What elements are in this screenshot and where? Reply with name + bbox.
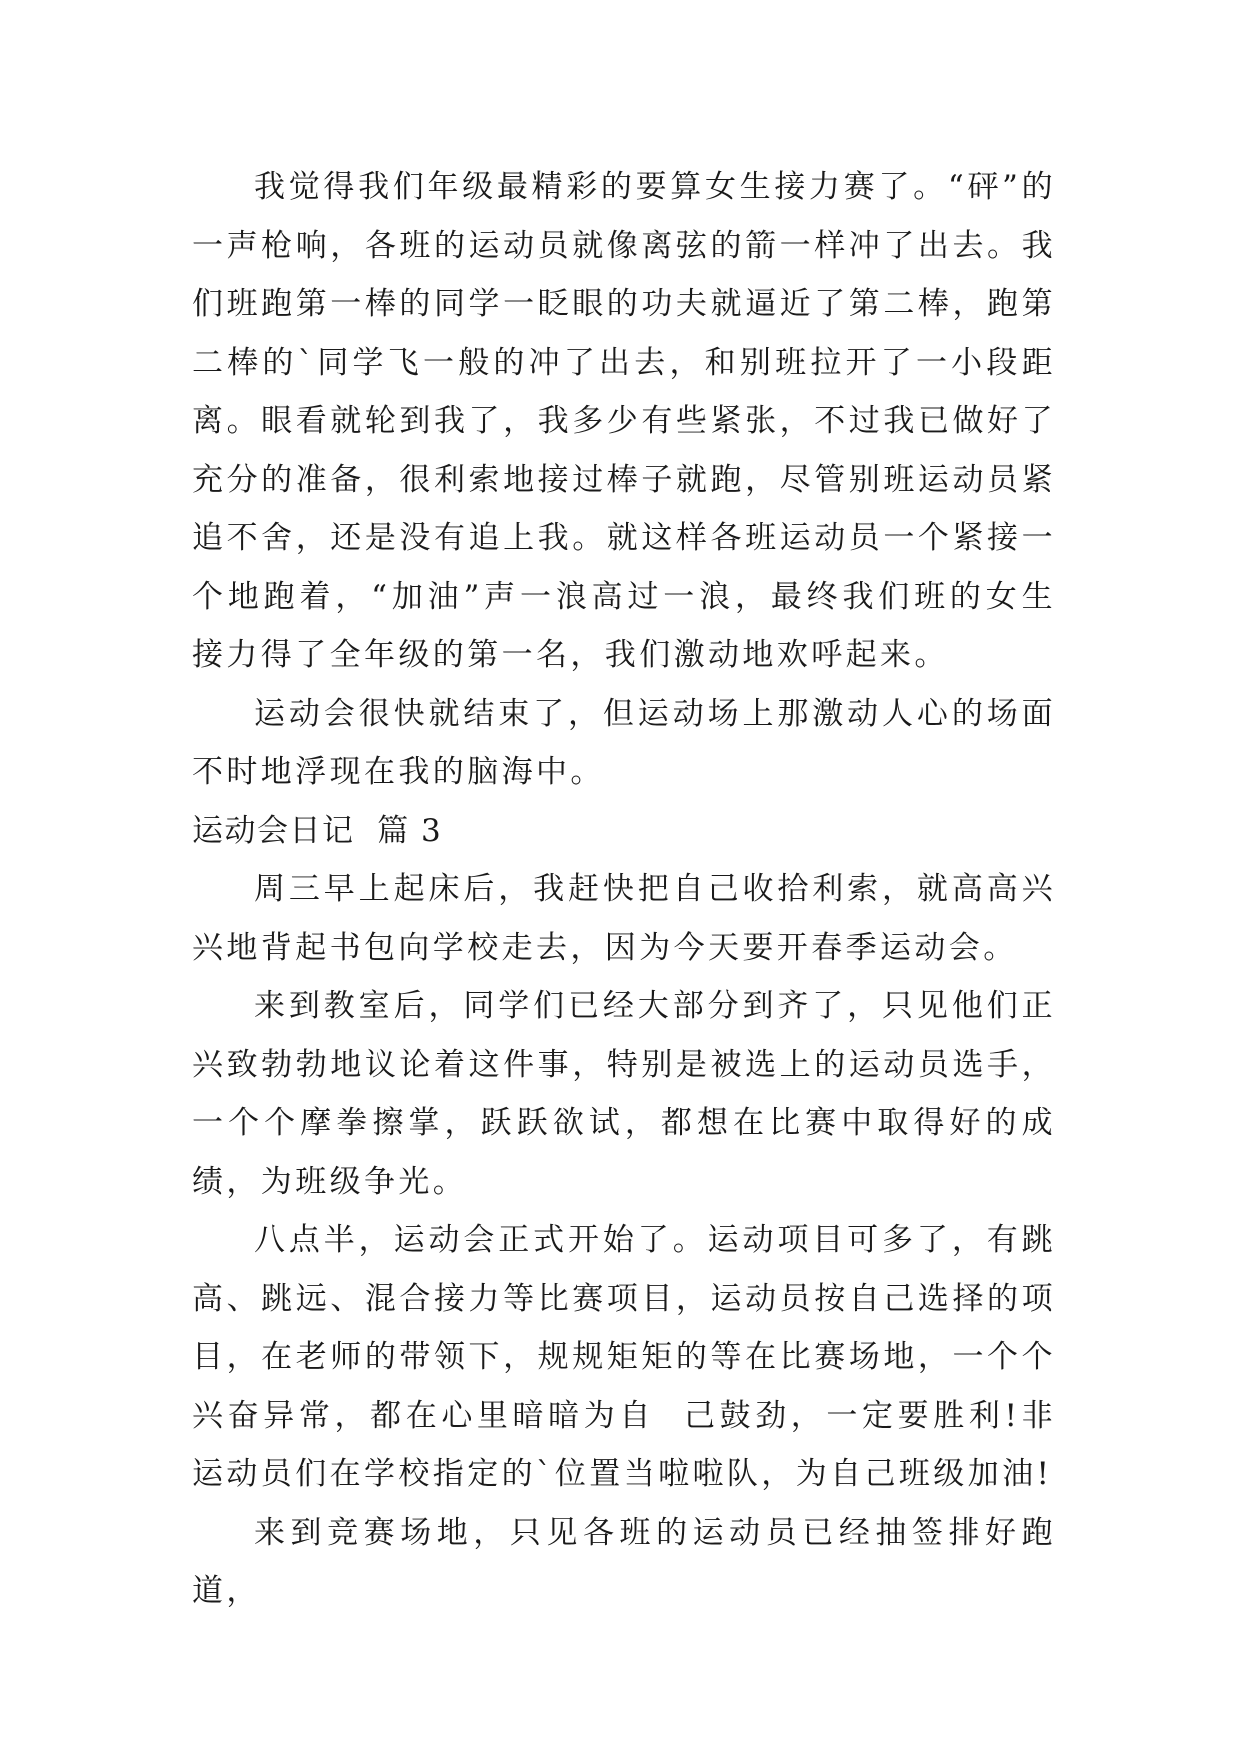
paragraph-classroom: 来到教室后，同学们已经大部分到齐了，只见他们正兴致勃勃地议论着这件事，特别是被选上的运动员选手，一个个摩拳擦掌，跃跃欲试，都想在比赛中取得好的成绩，为班级争光。 [192, 988, 1056, 1200]
paragraph-opening: 八点半，运动会正式开始了。运动项目可多了，有跳高、跳远、混合接力等比赛项目，运动员按自己选择的项目，在老师的带领下，规规矩矩的等在比赛场地，一个个兴奋异常，都在心里暗暗为自 己鼓劲，一定要胜利!非运动员们在学校指定的`位置当啦啦队，为自己班级加油! [192, 1222, 1056, 1492]
paragraph-morning: 周三早上起床后，我赶快把自己收拾利索，就高高兴兴地背起书包向学校走去，因为今天要开春季运动会。 [192, 871, 1056, 966]
paragraph-meet-ended: 运动会很快就结束了，但运动场上那激动人心的场面不时地浮现在我的脑海中。 [192, 695, 1056, 790]
document-body [192, 158, 1056, 1621]
section-heading: 运动会日记 篇 3 [192, 812, 443, 849]
paragraph-competition-field: 来到竞赛场地，只见各班的运动员已经抽签排好跑道， [192, 1514, 1056, 1609]
paragraph-relay-race: 我觉得我们年级最精彩的要算女生接力赛了。“砰”的一声枪响，各班的运动员就像离弦的箭一样冲了出去。我们班跑第一棒的同学一眨眼的功夫就逼近了第二棒，跑第二棒的`同学飞一般的冲了出去，和别班拉开了一小段距离。眼看就轮到我了，我多少有些紧张，不过我已做好了充分的准备，很利索地接过棒子就跑，尽管别班运动员紧追不舍，还是没有追上我。就这样各班运动员一个紧接一个地跑着，“加油”声一浪高过一浪，最终我们班的女生接力得了全年级的第一名，我们激动地欢呼起来。 [192, 169, 1056, 673]
